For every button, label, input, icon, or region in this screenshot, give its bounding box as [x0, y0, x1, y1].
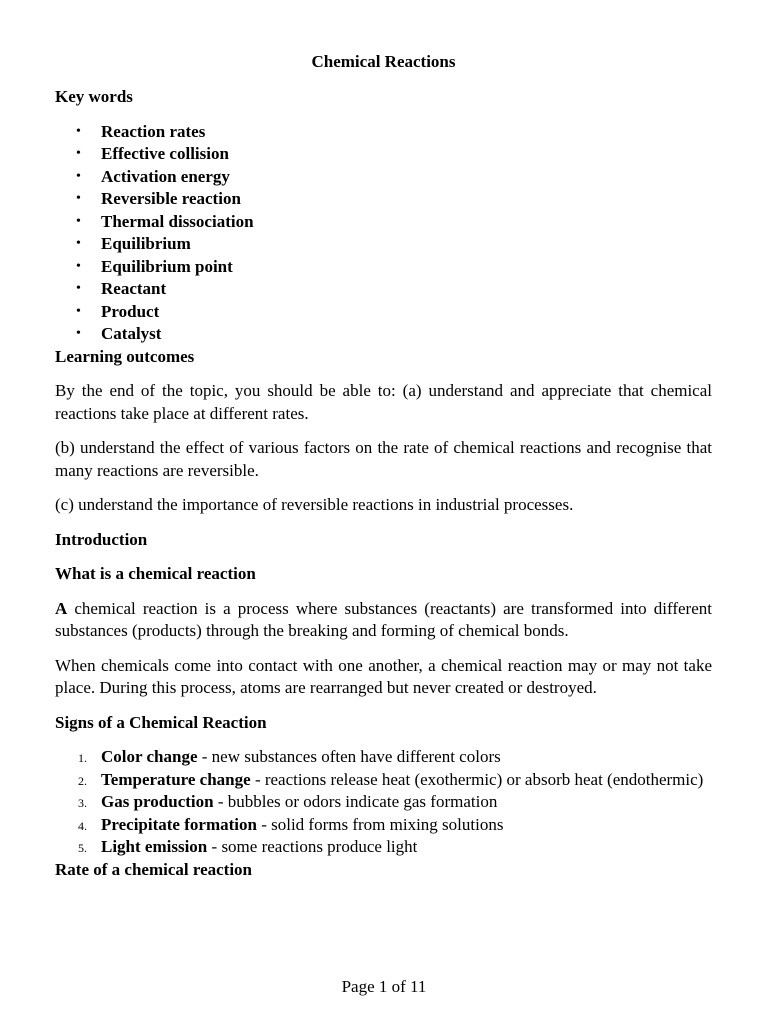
contact-paragraph: When chemicals come into contact with one another, a chemical reaction may or may not take place. During this process, atoms are rearranged but never created or destroyed.: [55, 655, 712, 697]
list-item: [55, 323, 712, 346]
bullet-icon: •: [76, 123, 81, 139]
rate-heading: Rate of a chemical reaction: [55, 859, 253, 879]
list-item: [55, 166, 712, 189]
list-item: [55, 278, 712, 301]
sign-term: Temperature change: [101, 769, 251, 789]
key-word: Thermal dissociation: [101, 211, 254, 231]
key-word: Reaction rates: [101, 121, 206, 141]
sign-term: Color change: [101, 747, 198, 766]
sign-description: - reactions release heat (exothermic) or absorb heat (endothermic): [250, 769, 704, 789]
signs-heading: Signs of a Chemical Reaction: [55, 712, 267, 732]
key-word: Effective collision: [101, 144, 229, 163]
introduction-heading: Introduction: [55, 529, 148, 549]
document-title: Chemical Reactions: [311, 52, 456, 71]
list-item: [55, 211, 712, 234]
key-word: Reversible reaction: [101, 189, 241, 208]
list-item: [55, 188, 712, 211]
outcome-c-paragraph: (c) understand the importance of reversible reactions in industrial processes.: [55, 495, 574, 514]
definition-text: chemical reaction is a process where substances (reactants) are transformed into different substances (products) through the breaking and forming of chemical bonds.: [55, 598, 712, 640]
key-words-heading: Key words: [55, 87, 133, 106]
key-word: Product: [101, 301, 160, 321]
bullet-icon: •: [76, 258, 81, 274]
sign-term: Light emission: [101, 837, 208, 856]
list-item: [55, 143, 712, 166]
bullet-icon: •: [76, 236, 81, 251]
key-word: Equilibrium: [101, 234, 191, 253]
list-item: [55, 814, 712, 837]
list-item: [55, 301, 712, 324]
key-words-list: [55, 121, 712, 346]
document-page: [55, 50, 712, 881]
list-item: [55, 791, 712, 814]
definition-paragraph: [55, 598, 712, 643]
list-number: 1.: [78, 751, 87, 765]
list-number: 2.: [78, 773, 87, 788]
bullet-icon: •: [76, 168, 81, 184]
list-item: [55, 769, 712, 792]
key-word: Equilibrium point: [101, 256, 233, 276]
signs-list: [55, 746, 712, 859]
bullet-icon: •: [76, 146, 81, 161]
list-item: [55, 256, 712, 279]
learning-outcomes-heading: Learning outcomes: [55, 346, 195, 366]
key-word: Catalyst: [101, 324, 162, 343]
page-footer: Page 1 of 11: [341, 977, 427, 996]
bullet-icon: •: [76, 191, 81, 206]
list-item: [55, 746, 712, 769]
definition-lead: A: [55, 598, 68, 618]
bullet-icon: •: [76, 213, 81, 229]
sign-description: - solid forms from mixing solutions: [256, 814, 504, 834]
key-word: Activation energy: [101, 166, 230, 186]
key-word: Reactant: [101, 279, 167, 298]
list-item: [55, 836, 712, 859]
outcome-b-paragraph: (b) understand the effect of various factors on the rate of chemical reactions and recognise that many reactions are reversible.: [55, 438, 712, 480]
outcome-a-paragraph: By the end of the topic, you should be able to: (a) understand and appreciate that chemical reactions take place at different rates.: [55, 381, 712, 423]
sign-description: - some reactions produce light: [207, 837, 418, 856]
bullet-icon: •: [76, 303, 81, 319]
list-number: 5.: [78, 841, 87, 855]
list-number: 3.: [78, 796, 87, 810]
list-item: [55, 233, 712, 256]
sign-term: Gas production: [101, 792, 214, 811]
bullet-icon: •: [76, 326, 81, 341]
bullet-icon: •: [76, 281, 81, 296]
sign-term: Precipitate formation: [101, 814, 257, 834]
list-number: 4.: [78, 818, 87, 833]
sign-description: - new substances often have different colors: [197, 747, 501, 766]
sign-description: - bubbles or odors indicate gas formation: [213, 792, 498, 811]
what-is-heading: What is a chemical reaction: [55, 564, 256, 583]
list-item: [55, 121, 712, 144]
